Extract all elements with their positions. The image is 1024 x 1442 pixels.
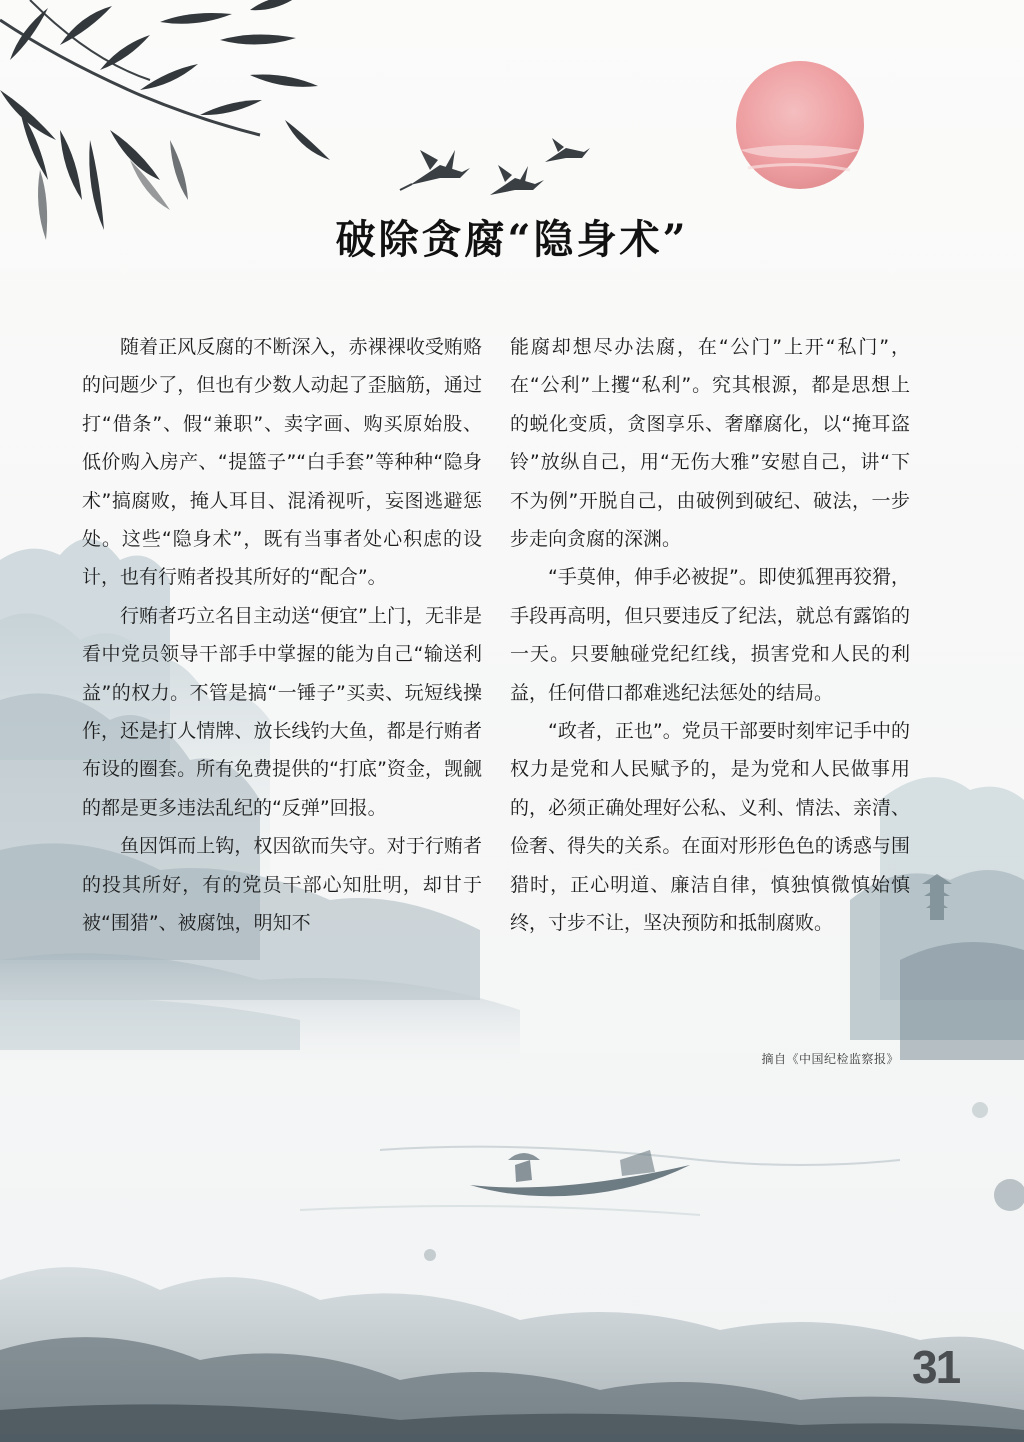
paragraph: 随着正风反腐的不断深入，赤裸裸收受贿赂的问题少了，但也有少数人动起了歪脑筋，通过打“借条”、假“兼职”、卖字画、购买原始股、低价购入房产、“提篮子”“白手套”等种种“隐身术”搞腐败，掩人耳目、混淆视听，妄图逃避惩处。这些“隐身术”，既有当事者处心积虑的设计，也有行贿者投其所好的“配合”。 — [82, 336, 482, 589]
article-source: 摘自《中国纪检监察报》 — [761, 1052, 899, 1066]
article-column-right — [510, 328, 910, 943]
paragraph-continuation: 能腐却想尽办法腐，在“公门”上开“私门”，在“公利”上攫“私利”。究其根源，都是思想上的蜕化变质，贪图享乐、奢靡腐化，以“掩耳盗铃”放纵自己，用“无伤大雅”安慰自己，讲“下不为例”开脱自己，由破例到破纪、破法，一步步走向贪腐的深渊。 — [510, 336, 910, 551]
page-number: 31 — [912, 1341, 960, 1393]
paragraph: 行贿者巧立名目主动送“便宜”上门，无非是看中党员领导干部手中掌握的能为自己“输送利益”的权力。不管是搞“一锤子”买卖、玩短线操作，还是打人情牌、放长线钓大鱼，都是行贿者布设的圈套。所有免费提供的“打底”资金，觊觎的都是更多违法乱纪的“反弹”回报。 — [82, 604, 482, 819]
article-title: 破除贪腐“隐身术” — [335, 216, 689, 263]
sun-icon — [736, 61, 864, 189]
article-column-left — [82, 328, 482, 943]
bamboo-icon — [0, 0, 330, 240]
paragraph: “政者，正也”。党员干部要时刻牢记手中的权力是党和人民赋予的，是为党和人民做事用的，必须正确处理好公私、义利、情法、亲清、俭奢、得失的关系。在面对形形色色的诱惑与围猎时，正心明道、廉洁自律，慎独慎微慎始慎终，寸步不让，坚决预防和抵制腐败。 — [510, 720, 910, 935]
boat-icon — [470, 1150, 690, 1196]
crane-icon — [400, 138, 590, 195]
paragraph: “手莫伸，伸手必被捉”。即使狐狸再狡猾，手段再高明，但只要违反了纪法，就总有露馅的一天。只要触碰党纪红线，损害党和人民的利益，任何借口都难逃纪法惩处的结局。 — [510, 566, 910, 704]
paragraph: 鱼因饵而上钩，权因欲而失守。对于行贿者的投其所好，有的党员干部心知肚明，却甘于被“围猎”、被腐蚀，明知不 — [82, 835, 482, 935]
mountain-icon — [0, 1102, 1024, 1442]
